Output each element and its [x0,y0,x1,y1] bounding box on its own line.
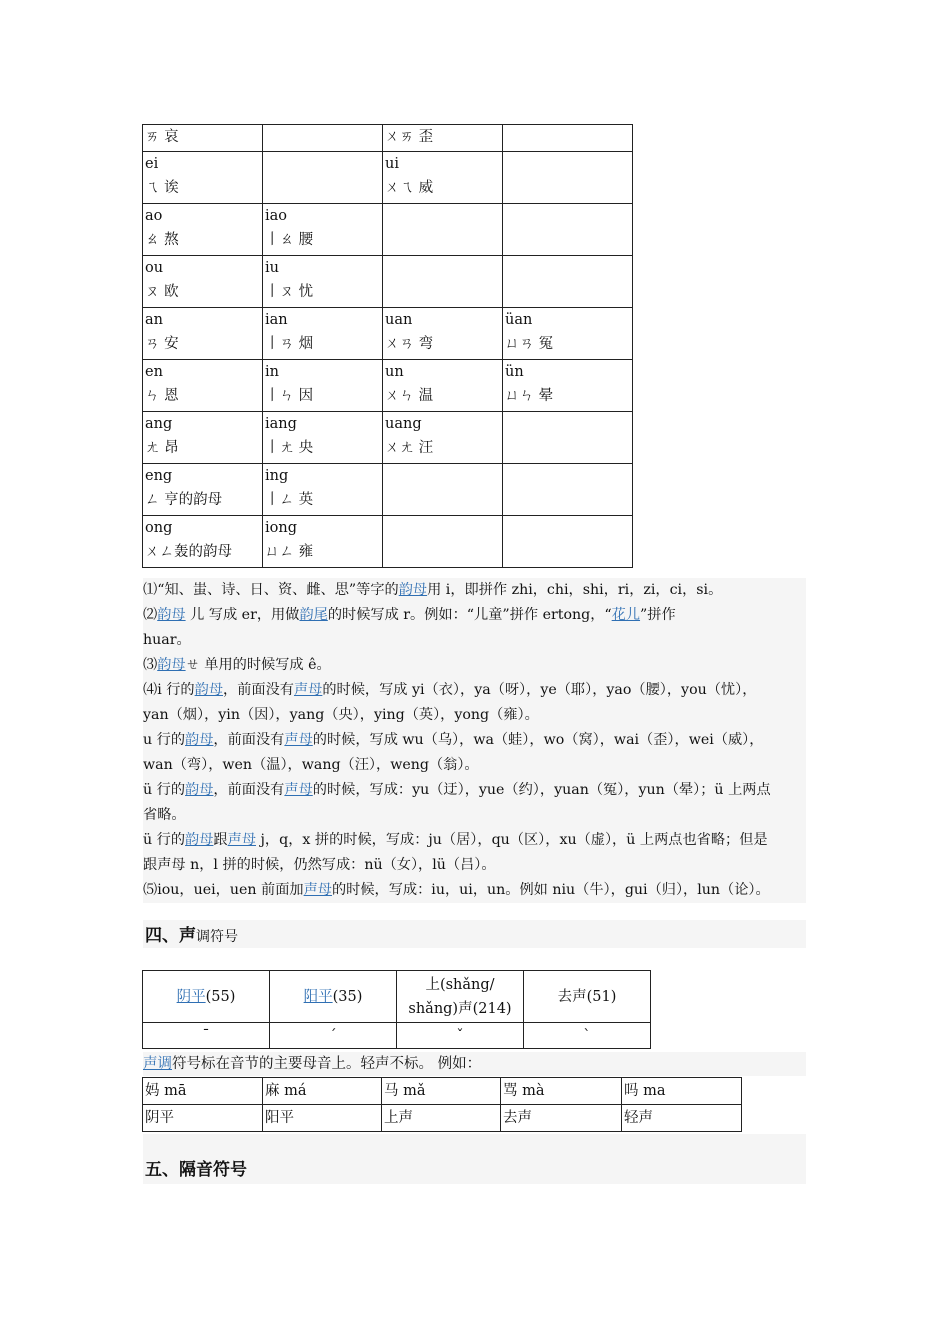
final-zhuyin-example [505,176,630,200]
finals-cell [383,256,503,308]
finals-row [143,308,633,360]
final-pinyin: ong [145,520,173,536]
finals-cell [263,256,383,308]
tone-header-cell [143,971,270,1023]
final-pinyin: iu [265,260,279,276]
final-pinyin: ㄞ 哀 [145,129,179,145]
finals-cell [143,125,263,152]
finals-cell [143,204,263,256]
term-link[interactable]: 韵尾 [299,607,328,623]
final-zhuyin-example: ㄢ 安 [145,336,179,352]
note-line [143,678,806,703]
note-line [143,828,806,853]
text-run: yan（烟），yin（因），yang（央），ying（英），yong（雍）。 [143,707,539,723]
tone-header-row [143,971,651,1023]
final-pinyin: uang [385,416,422,432]
text-run: shǎng)声(214) [408,1000,512,1017]
final-pinyin: iong [265,520,297,536]
finals-cell [503,256,633,308]
final-pinyin [505,152,630,176]
term-link[interactable]: 声母 [284,782,313,798]
text-run: 上(shǎng/ [425,976,495,993]
finals-cell [383,308,503,360]
finals-cell [263,308,383,360]
text-run: j，q，x 拼的时候，写成：ju（居），qu（区），xu（虚），ü 上两点也省略；但是 [256,832,768,848]
term-link[interactable]: 韵母 [185,732,214,748]
text-run: (35) [332,988,363,1005]
example-syllable-cell: 妈 mā [143,1078,263,1105]
final-pinyin [505,516,630,540]
text-run: 儿 写成 er，用做 [185,607,300,623]
finals-cell [503,204,633,256]
finals-cell [143,464,263,516]
note-line [143,878,806,903]
note-line [143,653,806,678]
finals-row [143,516,633,568]
term-link[interactable]: 韵母 [194,682,224,698]
tone-header-cell [524,971,651,1023]
final-zhuyin-example: 丨ㄣ 因 [265,388,314,404]
final-zhuyin-example: ㄩㄣ 晕 [505,388,554,404]
final-pinyin: in [265,364,279,380]
text-run: ü 行的 [143,832,186,848]
section-heading-syllable-dividing-mark [143,1134,806,1184]
final-zhuyin-example: ㄨㄥ轰的韵母 [145,544,232,560]
final-pinyin: ang [145,416,173,432]
final-zhuyin-example: ㄨㄣ 温 [385,388,434,404]
final-zhuyin-example [385,228,500,252]
heading-big-char: 声 [179,926,196,946]
final-pinyin: ian [265,312,288,328]
note-line [143,703,806,728]
example-syllable-cell: 马 mǎ [382,1078,501,1105]
finals-cell [263,152,383,204]
term-link[interactable]: 声母 [227,832,257,848]
finals-cell [503,516,633,568]
final-zhuyin-example [385,488,500,512]
final-pinyin: üan [505,312,533,328]
text-run: ，前面没有 [213,732,285,748]
final-zhuyin-example: ㄥ 亨的韵母 [145,492,223,508]
final-zhuyin-example: ㄟ 诶 [145,180,179,196]
final-zhuyin-example: ㄨㄢ 弯 [385,336,434,352]
term-link[interactable]: 声母 [293,682,323,698]
example-tone-name-cell: 轻声 [622,1105,742,1132]
finals-cell [383,204,503,256]
text-run: 的时候，写成：yu（迂），yue（约），yuan（冤），yun（晕）；ü 上两点 [312,782,771,798]
final-pinyin: ün [505,364,524,380]
finals-row [143,125,633,152]
tone-mark-cell: ˊ [270,1023,397,1049]
finals-cell [143,516,263,568]
text-run: ⑸iou，uei，uen 前面加 [143,882,304,898]
tone-header-cell [270,971,397,1023]
finals-cell [503,412,633,464]
finals-cell [503,308,633,360]
final-zhuyin-example [505,488,630,512]
text-run: 的时候，写成 yi（衣），ya（呀），ye（耶），yao（腰），you（忧）， [322,682,757,698]
text-run: wan（弯），wen（温），wang（汪），weng（翁）。 [143,757,479,773]
finals-cell [143,152,263,204]
tone-mark-row [143,1023,651,1049]
term-link[interactable]: 声母 [284,732,313,748]
final-pinyin: an [145,312,163,328]
final-zhuyin-example: 丨ㄤ 央 [265,440,314,456]
final-zhuyin-example [505,280,630,304]
section-heading-tone-marks [143,920,806,948]
final-zhuyin-example [385,280,500,304]
final-pinyin: uan [385,312,413,328]
note-line [143,578,806,603]
finals-cell [503,464,633,516]
final-pinyin [505,204,630,228]
note-line [143,628,806,653]
tone-mark-cell: ˇ [397,1023,524,1049]
example-row-syllables [143,1078,742,1105]
final-zhuyin-example: 丨ㄡ 忧 [265,284,314,300]
example-syllable-cell: 骂 mà [501,1078,622,1105]
final-pinyin [505,464,630,488]
final-zhuyin-example: ㄠ 熬 [145,232,179,248]
final-zhuyin-example: ㄣ 恩 [145,388,179,404]
final-zhuyin-example: 丨ㄥ 英 [265,492,314,508]
final-zhuyin-example: 丨ㄢ 烟 [265,336,314,352]
note-line [143,853,806,878]
example-syllable-cell: 麻 má [263,1078,382,1105]
note-line [143,778,806,803]
example-tone-name-cell: 上声 [382,1105,501,1132]
finals-cell [143,412,263,464]
finals-cell [383,152,503,204]
finals-cell [263,125,383,152]
final-pinyin [265,152,380,176]
term-link[interactable]: 阳平 [303,988,333,1005]
finals-table [142,124,633,568]
note-line [143,803,806,828]
final-zhuyin-example: ㄨㄤ 汪 [385,440,434,456]
text-run: 省略。 [143,807,186,823]
finals-cell [263,360,383,412]
final-zhuyin-example: ㄡ 欧 [145,284,179,300]
final-zhuyin-example: ㄨㄟ 威 [385,180,434,196]
final-zhuyin-example [265,176,380,200]
text-run: 的时候，写成：iu，ui，un。例如 niu（牛），gui（归），lun（论）。 [331,882,770,898]
term-link[interactable]: 韵母 [398,582,428,598]
final-pinyin [385,256,500,280]
note-line [143,603,806,628]
final-pinyin: un [385,364,404,380]
final-pinyin: ing [265,468,289,484]
text-run: (55) [205,988,236,1005]
section5-title: 五、隔音符号 [145,1160,247,1180]
finals-cell [263,412,383,464]
finals-row [143,464,633,516]
final-pinyin [385,464,500,488]
final-zhuyin-example [505,436,630,460]
text-run: 用 i，即拼作 zhi，chi，shi，ri，zi，ci，si。 [427,582,723,598]
finals-row [143,204,633,256]
text-run: ⑶ [143,657,158,673]
final-pinyin: iao [265,208,288,224]
final-zhuyin-example: ㄤ 昂 [145,440,179,456]
finals-cell [143,256,263,308]
example-tone-name-cell: 阴平 [143,1105,263,1132]
finals-row [143,412,633,464]
finals-cell [383,412,503,464]
term-link[interactable]: 韵母 [157,607,186,623]
final-pinyin: ui [385,156,399,172]
term-link[interactable]: 阴平 [176,988,206,1005]
final-zhuyin-example: 丨ㄠ 腰 [265,232,314,248]
finals-cell [503,125,633,152]
example-tone-name-cell: 去声 [501,1105,622,1132]
final-pinyin [505,412,630,436]
heading-number: 四、 [145,926,179,946]
finals-row [143,256,633,308]
final-zhuyin-example [505,540,630,564]
final-pinyin: en [145,364,163,380]
text-run: ⑵ [143,607,158,623]
text-run: ”拼作 [640,607,676,623]
finals-cell [143,360,263,412]
example-row-tone-names [143,1105,742,1132]
text-run: ⑷i 行的 [143,682,195,698]
final-pinyin: ou [145,260,164,276]
finals-cell [383,360,503,412]
final-pinyin: eng [145,468,173,484]
text-run: 跟声母 n，l 拼的时候，仍然写成：nü（女），lü（吕）。 [143,857,496,873]
text-run: 的时候写成 r。例如：“儿童”拼作 ertong，“ [327,607,612,623]
text-run: ，前面没有 [223,682,294,698]
finals-cell [503,360,633,412]
final-pinyin [505,125,630,149]
finals-cell [383,125,503,152]
term-link[interactable]: 韵母 [185,782,214,798]
finals-cell [383,464,503,516]
text-run: huar。 [143,632,191,648]
finals-cell [503,152,633,204]
text-run: 跟 [213,832,228,848]
final-pinyin: ei [145,156,159,172]
tone-header-cell [397,971,524,1023]
finals-cell [263,516,383,568]
final-zhuyin-example: ㄩㄥ 雍 [265,544,314,560]
final-pinyin [505,256,630,280]
text-run: 符号标在音节的主要母音上。轻声不标。 例如： [172,1056,482,1072]
example-syllable-cell: 吗 ma [622,1078,742,1105]
note-line [143,728,806,753]
final-pinyin: iang [265,416,297,432]
finals-cell [263,464,383,516]
text-run: u 行的 [143,732,186,748]
finals-row [143,152,633,204]
term-link[interactable]: 韵母 [185,832,214,848]
final-pinyin [385,516,500,540]
final-zhuyin-example: ㄩㄢ 冤 [505,336,554,352]
final-zhuyin-example [505,228,630,252]
finals-cell [143,308,263,360]
heading-rest: 调符号 [196,929,238,945]
tone-mark-cell: ˉ [143,1023,270,1049]
text-run: ㄝ 单用的时候写成 ê。 [185,657,331,673]
term-link[interactable]: 韵母 [157,657,186,673]
tone-marks-table [142,970,651,1049]
tone-example-table [142,1077,742,1132]
final-pinyin [265,125,380,149]
text-run: ，前面没有 [213,782,285,798]
term-link[interactable]: 花儿 [611,607,641,623]
note-line [143,753,806,778]
finals-row [143,360,633,412]
example-tone-name-cell: 阳平 [263,1105,382,1132]
text-run: ⑴“知、蚩、诗、日、资、雌、思”等字的 [143,582,399,598]
text-run: ü 行的 [143,782,186,798]
pinyin-rules-notes [143,578,806,903]
term-link[interactable]: 声调 [143,1056,172,1072]
finals-cell [263,204,383,256]
tone-mark-cell: ˋ [524,1023,651,1049]
final-zhuyin-example [385,540,500,564]
finals-cell [383,516,503,568]
text-run: 去声(51) [557,988,617,1005]
term-link[interactable]: 声母 [303,882,332,898]
final-pinyin: ao [145,208,163,224]
final-pinyin: ㄨㄞ 歪 [385,129,434,145]
final-pinyin [385,204,500,228]
tone-note [143,1052,806,1076]
text-run: 的时候，写成 wu（乌），wa（蛙），wo（窝），wai（歪），wei（威）， [312,732,764,748]
